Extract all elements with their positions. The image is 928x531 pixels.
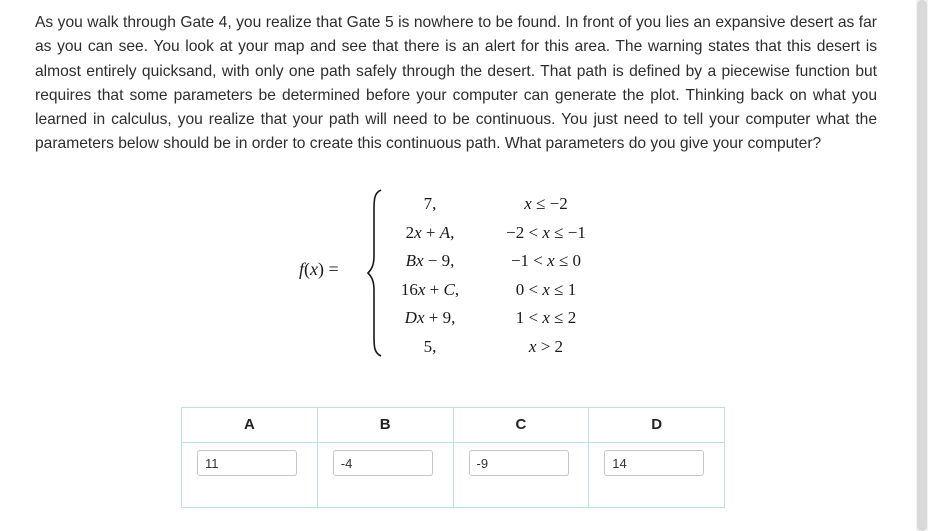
answer-column-d xyxy=(589,408,724,507)
answer-header-d: D xyxy=(589,408,724,443)
answer-column-c xyxy=(454,408,590,507)
piece-cond-1: x ≤ −2 xyxy=(524,194,568,213)
piecewise-brace xyxy=(366,188,384,358)
answer-input-d[interactable] xyxy=(604,450,704,476)
scrollbar-thumb[interactable] xyxy=(917,0,927,531)
page-scrollbar[interactable] xyxy=(916,0,928,531)
piece-cond-4: 0 < x ≤ 1 xyxy=(515,279,577,299)
answer-column-a xyxy=(182,408,318,507)
piece-conditions xyxy=(482,190,610,362)
answer-column-b xyxy=(318,408,454,507)
piece-expressions xyxy=(385,190,475,362)
answer-header-a: A xyxy=(182,408,317,443)
answer-input-c[interactable] xyxy=(469,450,569,476)
piece-expr-3: Bx − 9, xyxy=(405,251,455,271)
question-prompt: As you walk through Gate 4, you realize that Gate 5 is nowhere to be found. In front of you lies an expansive desert as far as you can see. You look at your map and see that there is an alert for this area. The warning states that this desert is almost entirely quicksand, with only one path safely through the desert. That path is defined by a piecewise function but requires that some parameters be determined before your computer can generate the plot. Thinking back on what you learned in calculus, you realize that your path will need to be continuous. You just need to tell your computer what the parameters below should be in order to create this continuous path. What parameters do you give your computer? xyxy=(35,14,877,153)
answer-header-c: C xyxy=(454,408,589,443)
piece-expr-5: Dx + 9, xyxy=(404,308,456,328)
piece-cond-2: −2 < x ≤ −1 xyxy=(506,222,586,242)
piece-cond-6: x > 2 xyxy=(528,336,564,356)
answer-table xyxy=(181,407,725,508)
piece-expr-2: 2x + A, xyxy=(405,222,455,242)
piece-cond-3: −1 < x ≤ 0 xyxy=(510,251,582,271)
piece-expr-4: 16x + C, xyxy=(400,279,460,299)
function-label: f(x) = xyxy=(299,259,339,279)
answer-input-b[interactable] xyxy=(333,450,433,476)
piece-expr-6: 5, xyxy=(423,336,437,356)
piece-cond-5: 1 < x ≤ 2 xyxy=(515,308,577,328)
answer-input-a[interactable] xyxy=(197,450,297,476)
piece-expr-1: 7, xyxy=(423,194,437,213)
answer-header-b: B xyxy=(318,408,453,443)
